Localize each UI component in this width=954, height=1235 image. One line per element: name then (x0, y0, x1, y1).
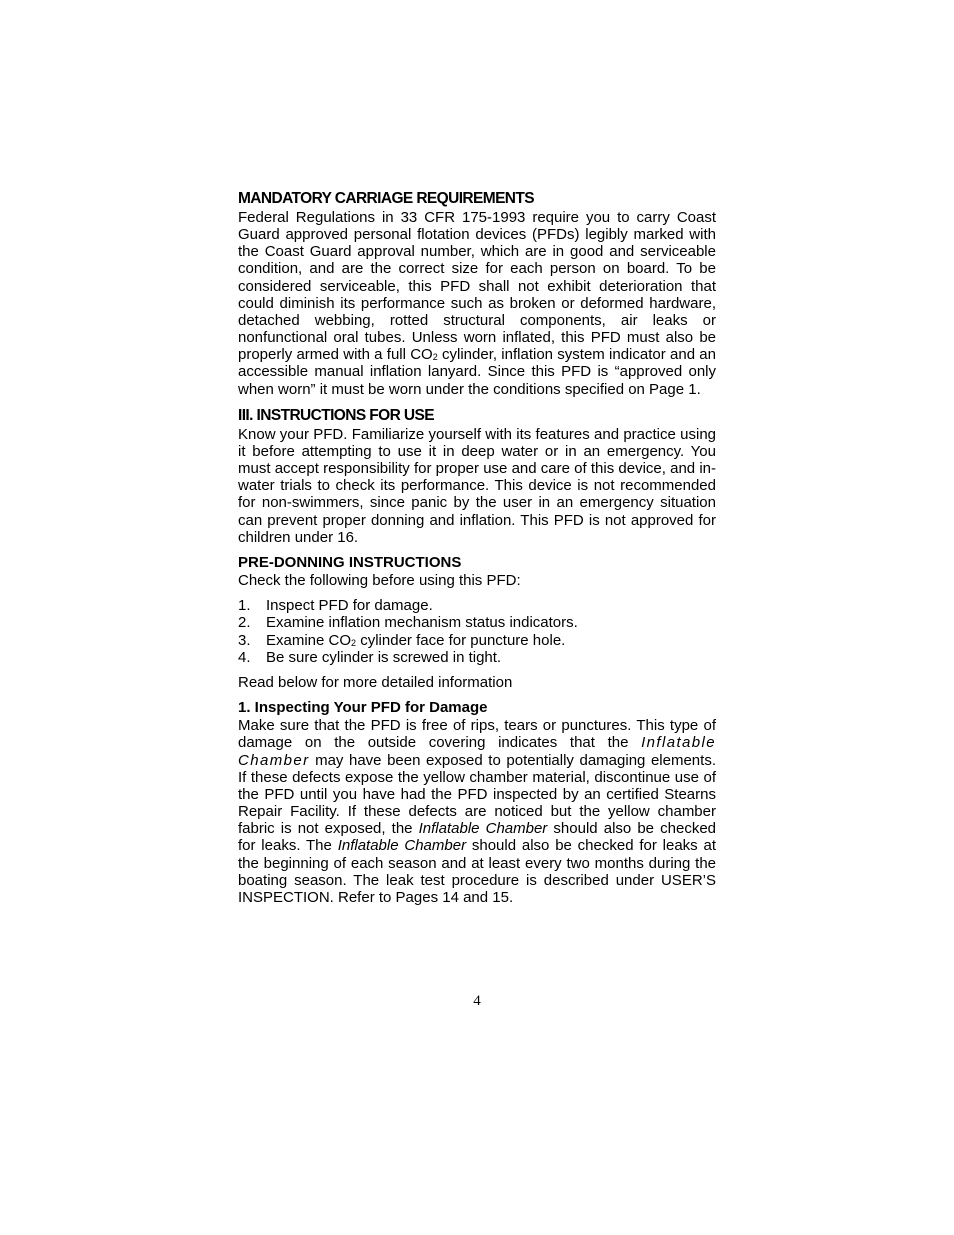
list-text: Examine inflation mechanism status indicators. (266, 614, 578, 632)
body-text: Federal Regulations in 33 CFR 175-1993 require you to carry Coast Guard approved personal flotation devices (PFDs) legibly marked with the Coast Guard approval number, which are in good and serviceable condition, and are the correct size for each person on board. To be considered serviceable, this PFD shall not exhibit deterioration that could diminish its performance such as broken or deformed hardware, detached webbing, rotted structural components, air leaks or nonfunctional oral tubes. Unless worn inflated, this PFD must also be properly armed with a full CO (238, 209, 716, 364)
subscript: 2 (432, 352, 438, 363)
section-outro: Read below for more detailed information (238, 674, 513, 692)
section-body (238, 717, 716, 906)
section-heading: PRE-DONNING INSTRUCTIONS (238, 553, 462, 571)
section-heading: III. INSTRUCTIONS FOR USE (238, 406, 434, 424)
list-text: Inspect PFD for damage. (266, 596, 433, 614)
body-text: should also be checked for leaks. The (238, 820, 716, 855)
body-text: cylinder, inflation system indicator and an accessible manual inflation lanyard. Since this PFD is “approved only when worn” it must be worn under the conditions specified on Page 1. (238, 346, 716, 398)
subscript: 2 (351, 637, 357, 648)
body-text: should also be checked for leaks at the beginning of each season and at least every two months during the boating season. The leak test procedure is described under USER’S INSPECTION. Refer to Pages 14 and 15. (238, 837, 716, 906)
checklist (238, 597, 716, 666)
italic-term: Inflatable Chamber (238, 734, 716, 769)
section-heading: 1. Inspecting Your PFD for Damage (238, 699, 488, 717)
list-item (238, 649, 716, 666)
list-number: 4. (238, 648, 251, 666)
list-number: 1. (238, 596, 251, 614)
list-text (266, 632, 565, 649)
section-body: Know your PFD. Familiarize yourself with its features and practice using it before attempting to use it in deep water or in an emergency. You must accept responsibility for proper use and care of this device, and in-water trials to check its performance. This device is not recommended for non-swimmers, since panic by the user in an emergency situation can prevent proper donning and inflation. This PFD is not approved for children under 16. (238, 425, 716, 546)
section-pre-donning (238, 554, 716, 692)
list-number: 2. (238, 614, 251, 632)
section-inspecting-damage (238, 699, 716, 906)
section-intro: Check the following before using this PFD: (238, 571, 521, 589)
list-number: 3. (238, 631, 251, 649)
italic-term: Inflatable Chamber (418, 820, 548, 838)
page-number: 4 (473, 993, 481, 1009)
italic-term: Inflatable Chamber (337, 837, 467, 855)
page-content (238, 189, 716, 914)
list-text-part: Examine CO (266, 631, 352, 649)
section-heading: MANDATORY CARRIAGE REQUIREMENTS (238, 190, 535, 207)
body-text: may have been exposed to potentially damaging elements. If these defects expose the yellow chamber material, discontinue use of the PFD until you have had the PFD inspected by an certified Stearns Repair Facility. If these defects are noticed but the yellow chamber fabric is not exposed, the (238, 751, 716, 838)
section-mandatory-carriage (238, 189, 716, 398)
section-instructions-for-use (238, 406, 716, 546)
list-item (238, 632, 716, 649)
body-text: Make sure that the PFD is free of rips, tears or punctures. This type of damage on the outside covering indicates that the (238, 717, 716, 752)
list-item (238, 597, 716, 614)
list-item (238, 614, 716, 631)
list-text: Be sure cylinder is screwed in tight. (266, 648, 502, 666)
section-body (238, 209, 716, 398)
list-text-part: cylinder face for puncture hole. (356, 631, 566, 649)
